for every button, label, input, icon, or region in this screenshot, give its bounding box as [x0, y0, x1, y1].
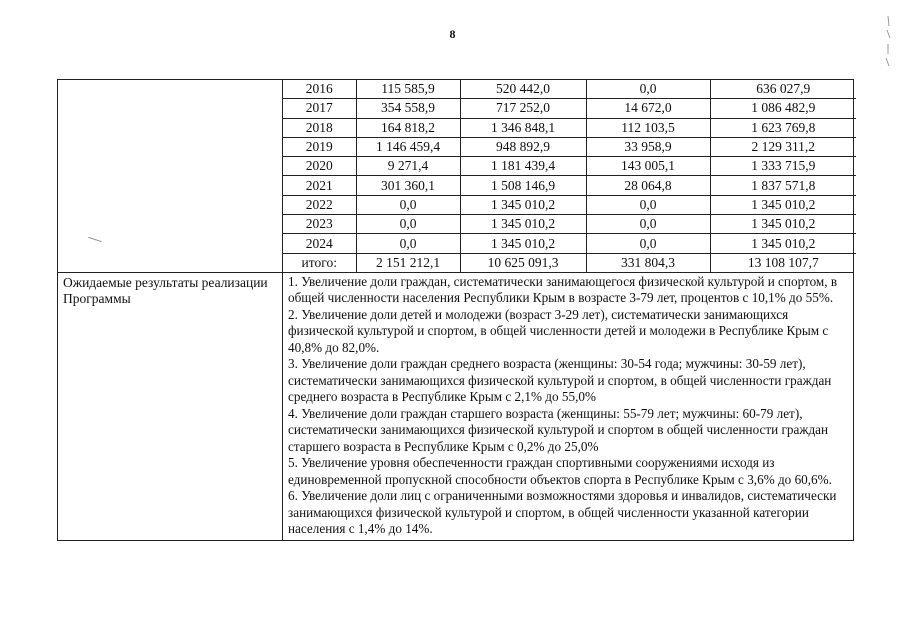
result-item: 4. Увеличение доли граждан старшего возраста (женщины: 55-79 лет; мужчины: 60-79 лет), систематически занимающихся физической культурой и спортом в общей численности граждан старшего возраста в Республике Крым с 0,2% до 25,0%	[288, 405, 829, 454]
funding-b-cell: 1 345 010,2	[460, 234, 586, 253]
funding-c-cell: 33 958,9	[586, 137, 710, 156]
total-cell: 1 837 571,8	[710, 176, 856, 195]
result-item: 6. Увеличение доли лиц с ограниченными возможностями здоровья и инвалидов, систематически занимающихся физической культурой и спортом, в общей численности указанной категории населения с 1,4% до 14%.	[288, 488, 837, 537]
margin-scribble	[881, 14, 895, 74]
financing-row	[283, 195, 856, 214]
total-cell: 1 345 010,2	[710, 215, 856, 234]
funding-a-cell: 9 271,4	[356, 157, 460, 176]
financing-row	[283, 137, 856, 156]
results-section	[58, 272, 854, 540]
year-cell: 2016	[283, 80, 356, 99]
year-cell: 2021	[283, 176, 356, 195]
funding-a-cell: 0,0	[356, 234, 460, 253]
financing-cell	[283, 80, 854, 273]
total-cell: 1 345 010,2	[710, 234, 856, 253]
financing-row	[283, 80, 856, 99]
total-cell: 1 345 010,2	[710, 195, 856, 214]
financing-row	[283, 215, 856, 234]
funding-a-cell: 164 818,2	[356, 118, 460, 137]
total-cell: 13 108 107,7	[710, 253, 856, 272]
funding-b-cell: 10 625 091,3	[460, 253, 586, 272]
result-item: 2. Увеличение доли детей и молодежи (возраст 3-29 лет), систематически занимающихся физической культурой и спортом, в общей численности детей и молодежи в Республике Крым с 40,8% до 82,0%.	[288, 306, 829, 355]
result-item: 3. Увеличение доли граждан среднего возраста (женщины: 30-54 года; мужчины: 30-59 лет), систематически занимающихся физической культурой и спортом, в общей численности граждан среднего возраста в Республике Крым с 2,1% до 55,0%	[288, 356, 832, 405]
year-cell: 2019	[283, 137, 356, 156]
funding-b-cell: 717 252,0	[460, 99, 586, 118]
funding-c-cell: 0,0	[586, 234, 710, 253]
financing-table	[283, 80, 856, 272]
results-list	[283, 273, 853, 540]
funding-a-cell: 115 585,9	[356, 80, 460, 99]
total-cell: 1 623 769,8	[710, 118, 856, 137]
funding-a-cell: 301 360,1	[356, 176, 460, 195]
results-label: Ожидаемые результаты реализации Программы	[63, 274, 268, 307]
funding-c-cell: 0,0	[586, 80, 710, 99]
funding-a-cell: 1 146 459,4	[356, 137, 460, 156]
funding-a-cell: 354 558,9	[356, 99, 460, 118]
page-number: 8	[449, 27, 456, 41]
funding-b-cell: 948 892,9	[460, 137, 586, 156]
financing-row	[283, 253, 856, 272]
funding-c-cell: 112 103,5	[586, 118, 710, 137]
funding-a-cell: 0,0	[356, 195, 460, 214]
year-cell: 2020	[283, 157, 356, 176]
results-label-cell	[58, 272, 283, 540]
funding-c-cell: 0,0	[586, 215, 710, 234]
funding-a-cell: 0,0	[356, 215, 460, 234]
financing-row	[283, 118, 856, 137]
year-cell: 2017	[283, 99, 356, 118]
financing-row	[283, 99, 856, 118]
funding-c-cell: 143 005,1	[586, 157, 710, 176]
funding-c-cell: 14 672,0	[586, 99, 710, 118]
financing-label-cell	[58, 80, 283, 273]
financing-row	[283, 234, 856, 253]
funding-b-cell: 520 442,0	[460, 80, 586, 99]
financing-row	[283, 176, 856, 195]
financing-row	[283, 157, 856, 176]
year-cell: 2022	[283, 195, 356, 214]
total-cell: 1 333 715,9	[710, 157, 856, 176]
total-cell: 1 086 482,9	[710, 99, 856, 118]
funding-a-cell: 2 151 212,1	[356, 253, 460, 272]
funding-b-cell: 1 508 146,9	[460, 176, 586, 195]
result-item: 5. Увеличение уровня обеспеченности граждан спортивными сооружениями исходя из единовременной пропускной способности объектов спорта в Республике Крым с 3,6% до 60,6%.	[288, 455, 832, 487]
funding-c-cell: 0,0	[586, 195, 710, 214]
results-cell	[283, 272, 854, 540]
total-cell: 636 027,9	[710, 80, 856, 99]
year-cell: 2024	[283, 234, 356, 253]
year-cell: 2018	[283, 118, 356, 137]
funding-c-cell: 28 064,8	[586, 176, 710, 195]
funding-b-cell: 1 346 848,1	[460, 118, 586, 137]
program-passport-table	[57, 79, 854, 541]
funding-c-cell: 331 804,3	[586, 253, 710, 272]
result-item: 1. Увеличение доли граждан, систематически занимающегося физической культурой и спортом, в общей численности населения Республики Крым в возрасте 3-79 лет, процентов с 10,1% до 55%.	[288, 273, 838, 306]
total-cell: 2 129 311,2	[710, 137, 856, 156]
funding-b-cell: 1 345 010,2	[460, 215, 586, 234]
funding-b-cell: 1 181 439,4	[460, 157, 586, 176]
year-cell: 2023	[283, 215, 356, 234]
financing-section	[58, 80, 854, 273]
year-cell: итого:	[301, 254, 337, 270]
funding-b-cell: 1 345 010,2	[460, 195, 586, 214]
